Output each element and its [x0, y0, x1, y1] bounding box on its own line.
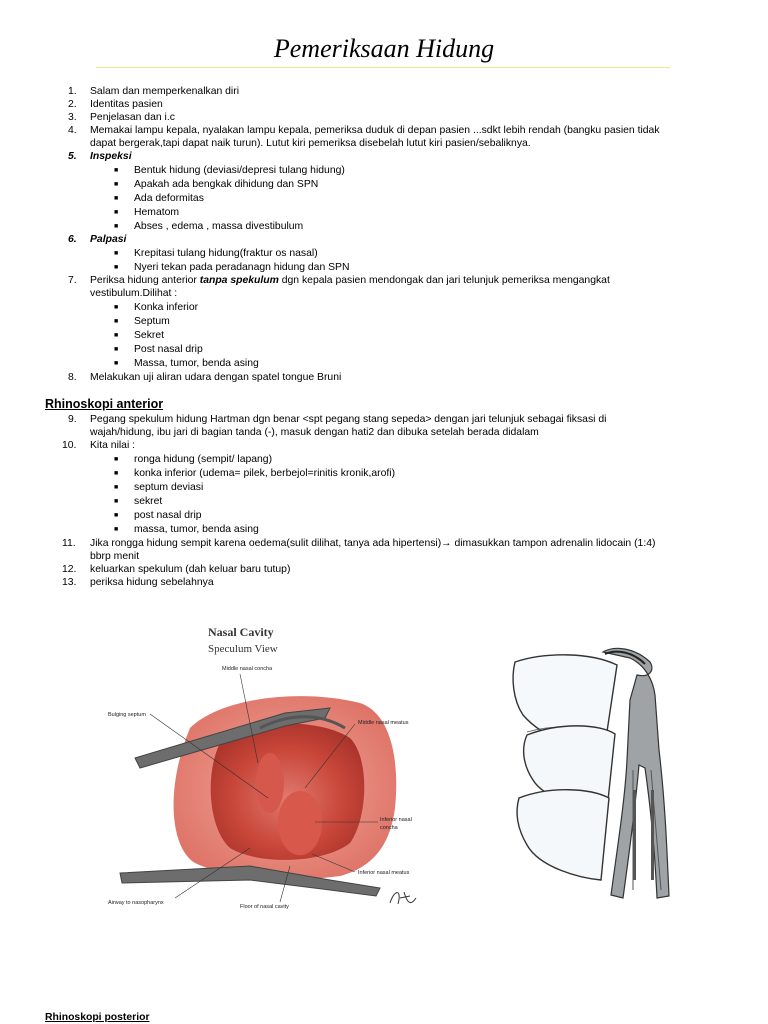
label-inferior-concha-1: Inferior nasal [380, 817, 412, 823]
bullet: ■ [114, 360, 119, 367]
bullet: ■ [114, 167, 119, 174]
bullet: ■ [114, 512, 119, 519]
list-item-3: Penjelasan dan i.c [90, 112, 175, 123]
bullet: ■ [114, 209, 119, 216]
sub-item: Bentuk hidung (deviasi/depresi tulang hidung) [134, 165, 345, 176]
list-item-8: Melakukan uji aliran udara dengan spatel tongue Bruni [90, 372, 342, 383]
sub-item: Septum [134, 316, 170, 327]
sub-item: Post nasal drip [134, 344, 203, 355]
list-item-12: keluarkan spekulum (dah keluar baru tutup) [90, 564, 291, 575]
title-underline [96, 67, 670, 68]
sub-item: massa, tumor, benda asing [134, 524, 259, 535]
list-number: 9. [68, 414, 77, 425]
label-middle-concha: Middle nasal concha [222, 666, 273, 672]
sub-item: Ada deformitas [134, 193, 204, 204]
label-bulging-septum: Bulging septum [108, 712, 146, 718]
handle-slot [651, 790, 654, 880]
section-heading-rhinoskopi-posterior: Rhinoskopi posterior [45, 1012, 150, 1023]
list-number: 6. [68, 234, 77, 245]
list-number: 13. [62, 577, 77, 588]
bullet: ■ [114, 264, 119, 271]
bullet: ■ [114, 195, 119, 202]
bullet: ■ [114, 318, 119, 325]
sub-item: Apakah ada bengkak dihidung dan SPN [134, 179, 319, 190]
artist-signature [390, 892, 416, 904]
bullet: ■ [114, 181, 119, 188]
bullet: ■ [114, 484, 119, 491]
figure-title: Nasal Cavity [208, 625, 274, 639]
list-item-11-line-1: Jika rongga hidung sempit karena oedema(sulit dilihat, tanya ada hipertensi)→ dimasukkan tampon adrenalin lidocain (1:4) [90, 538, 656, 549]
list-item-13: periksa hidung sebelahnya [90, 577, 214, 588]
section-heading-rhinoskopi-anterior: Rhinoskopi anterior [45, 397, 164, 411]
label-inferior-meatus: Inferior nasal meatus [358, 870, 410, 876]
speculum-blade-view-bottom [517, 790, 609, 880]
list-item-2: Identitas pasien [90, 99, 163, 110]
list-item-11-line-2: bbrp menit [90, 551, 140, 562]
inferior-concha-shape [278, 791, 322, 855]
list-number: 1. [68, 86, 77, 97]
list-item-1: Salam dan memperkenalkan diri [90, 86, 240, 97]
sub-item: sekret [134, 496, 163, 507]
label-inferior-concha-2: concha [380, 825, 398, 831]
septum-bulge-shape [256, 753, 284, 813]
page-title: Pemeriksaan Hidung [273, 34, 495, 63]
bullet: ■ [114, 346, 119, 353]
sub-item: Sekret [134, 330, 165, 341]
bullet: ■ [114, 456, 119, 463]
list-item-7-line-2: vestibulum.Dilihat : [90, 288, 178, 299]
list-item-4-line-2: dapat bergerak,tapi dapat naik turun). Lutut kiri pemeriksa disebelah lutut kiri pasien/sebaliknya. [90, 138, 531, 149]
label-middle-meatus: Middle nasal meatus [358, 720, 409, 726]
label-floor: Floor of nasal cavity [240, 904, 289, 910]
bullet: ■ [114, 526, 119, 533]
sub-item: Konka inferior [134, 302, 199, 313]
bullet: ■ [114, 498, 119, 505]
list-number: 12. [62, 564, 77, 575]
sub-item: post nasal drip [134, 510, 202, 521]
item-7-emphasis: tanpa spekulum [199, 275, 279, 286]
item-7-text-post: dgn kepala pasien mendongak dan jari telunjuk pemeriksa mengangkat [278, 275, 610, 286]
label-airway: Airway to nasopharynx [108, 900, 164, 906]
list-number: 3. [68, 112, 77, 123]
list-item-5-inspeksi: Inspeksi [90, 151, 132, 162]
sub-item: Nyeri tekan pada peradanagn hidung dan SPN [134, 262, 350, 273]
list-number: 5. [68, 151, 77, 162]
figure-subtitle: Speculum View [208, 643, 278, 655]
list-item-7-line-1 [90, 274, 610, 287]
sub-item: Krepitasi tulang hidung(fraktur os nasal) [134, 248, 318, 259]
list-number: 10. [62, 440, 77, 451]
list-item-9-line-1: Pegang spekulum hidung Hartman dgn benar <spt pegang stang sepeda> dengan jari telunjuk sebagai fiksasi di [90, 414, 607, 425]
list-number: 7. [68, 275, 77, 286]
bullet: ■ [114, 250, 119, 257]
handle-slot [633, 790, 636, 880]
sub-item: Abses , edema , massa divestibulum [134, 221, 304, 232]
sub-item: ronga hidung (sempit/ lapang) [134, 454, 273, 465]
sub-item: Massa, tumor, benda asing [134, 358, 259, 369]
list-number: 4. [68, 125, 77, 136]
bullet: ■ [114, 223, 119, 230]
bullet: ■ [114, 332, 119, 339]
list-item-6-palpasi: Palpasi [90, 234, 127, 245]
list-number: 11. [62, 538, 76, 549]
list-number: 8. [68, 372, 77, 383]
nasal-cavity-illustration [100, 618, 440, 918]
sub-item: Hematom [134, 207, 180, 218]
item-7-text-pre: Periksa hidung anterior [90, 275, 200, 286]
sub-item: konka inferior (udema= pilek, berbejol=rinitis kronik,arofi) [134, 468, 396, 479]
list-item-9-line-2: wajah/hidung, ibu jari di bagian tanda (-), masuk dengan hati2 dan dibuka setelah berada didalam [90, 427, 539, 438]
sub-item: septum deviasi [134, 482, 204, 493]
list-item-4-line-1: Memakai lampu kepala, nyalakan lampu kepala, pemeriksa duduk di depan pasien ...sdkt lebih rendah (bangku pasien tidak [90, 125, 660, 136]
nasal-speculum-illustration [505, 640, 705, 910]
bullet: ■ [114, 304, 119, 311]
list-item-10: Kita nilai : [90, 440, 136, 451]
list-number: 2. [68, 99, 77, 110]
bullet: ■ [114, 470, 119, 477]
